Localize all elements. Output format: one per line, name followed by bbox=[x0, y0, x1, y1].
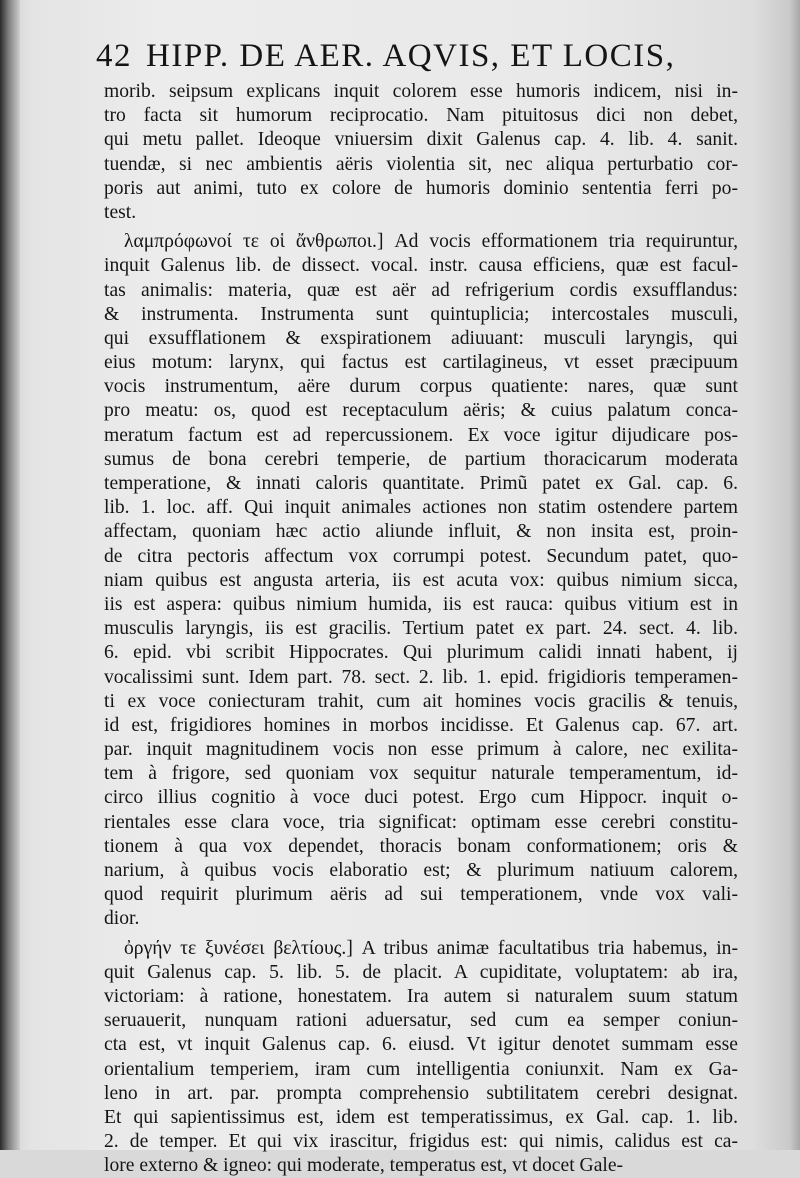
text-line: tionem à qua vox dependet, thoracis bonam conformationem; oris & bbox=[104, 835, 738, 857]
text-line: cta est, vt inquit Galenus cap. 6. eiusd. Vt igitur denotet summam esse bbox=[104, 1034, 738, 1056]
text-line: leno in art. par. prompta comprehensio subtilitatem cerebri designat. bbox=[104, 1082, 738, 1104]
text-line: orientalium temperiem, iram cum intelligentia coniunxit. Nam ex Ga- bbox=[104, 1058, 738, 1080]
text-line: pro meatu: os, quod est receptaculum aëris; & cuius palatum conca- bbox=[104, 400, 738, 422]
text-line: qui metu pallet. Ideoque vniuersim dixit Galenus cap. 4. lib. 4. sanit. bbox=[104, 129, 738, 151]
text-line: victoriam: à ratione, honestatem. Ira autem si naturalem suum statum bbox=[104, 985, 738, 1007]
text-line: seruauerit, nunquam rationi aduersatur, sed cum ea semper coniun- bbox=[104, 1010, 738, 1032]
text-line: tro facta sit humorum reciprocatio. Nam pituitosus dici non debet, bbox=[104, 105, 738, 127]
text-line: quod requirit plurimum aëris ad sui temperationem, vnde vox vali- bbox=[104, 884, 738, 906]
text-line: morib. seipsum explicans inquit colorem esse humoris indicem, nisi in- bbox=[104, 81, 738, 102]
text-line: lib. 1. loc. aff. Qui inquit animales actiones non statim ostendere partem bbox=[104, 497, 738, 519]
text-line: dior. bbox=[104, 908, 140, 930]
text-line: tem à frigore, sed quoniam vox sequitur naturale temperamentum, id- bbox=[104, 763, 738, 785]
text-line: meratum factum est ad repercussionem. Ex voce igitur dijudicare pos- bbox=[104, 424, 738, 446]
text-line: de citra pectoris affectum vox corrumpi potest. Secundum patet, quo- bbox=[104, 545, 738, 567]
text-line: test. bbox=[104, 201, 137, 223]
body-text bbox=[104, 80, 738, 1178]
text-line: lore externo & igneo: qui moderate, temperatus est, vt docet Gale- bbox=[104, 1155, 624, 1177]
text-line: 2. de temper. Et qui vix irascitur, frigidus est: qui nimis, calidus est ca- bbox=[104, 1131, 738, 1153]
paragraph bbox=[104, 80, 738, 225]
text-line: quit Galenus cap. 5. lib. 5. de placit. A cupiditate, voluptatem: ab ira, bbox=[104, 961, 738, 983]
text-line: poris aut animi, tuto ex colore de humoris dominio sententia ferri po- bbox=[104, 177, 738, 199]
text-line: tuendæ, si nec ambientis aëris violentia sit, nec aliqua perturbatio cor- bbox=[104, 153, 738, 175]
page-edge-shadow bbox=[790, 0, 800, 1150]
text-line: λαμπρόφωνοί τε οἱ ἄνθρωποι.] Ad vocis efformationem tria requiruntur, bbox=[124, 231, 738, 253]
text-line: id est, frigidiores homines in morbos incidisse. Et Galenus cap. 67. art. bbox=[104, 714, 738, 736]
text-line: temperatione, & innati caloris quantitate. Primũ patet ex Gal. cap. 6. bbox=[104, 473, 738, 494]
text-line: tas animalis: materia, quæ est aër ad refrigerium cordis exsufflandus: bbox=[104, 279, 738, 301]
text-line: sumus de bona cerebri temperie, de partium thoracicarum moderata bbox=[104, 448, 738, 470]
page-number: 42 bbox=[96, 38, 132, 74]
text-line: narium, à quibus vocis elaboratio est; & plurimum natiuum calorem, bbox=[104, 860, 738, 881]
text-line: Et qui sapientissimus est, idem est temperatissimus, ex Gal. cap. 1. lib. bbox=[104, 1106, 738, 1128]
text-line: vocalissimi sunt. Idem part. 78. sect. 2. lib. 1. epid. frigidioris temperamen- bbox=[104, 666, 738, 688]
text-line: rientales esse clara voce, tria significat: optimam esse cerebri constitu- bbox=[104, 811, 738, 833]
text-line: ὀργήν τε ξυνέσει βελτίους.] A tribus animæ facultatibus tria habemus, in- bbox=[124, 937, 738, 959]
running-header bbox=[96, 38, 675, 75]
text-line: & instrumenta. Instrumenta sunt quintuplicia; intercostales musculi, bbox=[104, 303, 738, 325]
text-line: 6. epid. vbi scribit Hippocrates. Qui plurimum calidi innati habent, ij bbox=[104, 642, 738, 664]
binding-gutter-shadow bbox=[0, 0, 20, 1150]
text-line: affectam, quoniam hæc actio aliunde influit, & non insita est, proin- bbox=[104, 521, 738, 543]
text-line: musculis laryngis, iis est gracilis. Tertium patet ex part. 24. sect. 4. lib. bbox=[104, 618, 738, 640]
running-title: HIPP. DE AER. AQVIS, ET LOCIS, bbox=[146, 38, 676, 74]
text-line: vocis instrumentum, aëre durum corpus quatiente: nares, quæ sunt bbox=[104, 376, 738, 398]
text-line: circo illius cognitio à voce duci potest. Ergo cum Hippocr. inquit o- bbox=[104, 787, 738, 809]
text-line: niam quibus est angusta arteria, iis est acuta vox: quibus nimium sicca, bbox=[104, 569, 738, 591]
text-line: qui exsufflationem & exspirationem adiuuant: musculi laryngis, qui bbox=[104, 327, 738, 349]
text-line: iis est aspera: quibus nimium humida, iis est rauca: quibus vitium est in bbox=[104, 593, 738, 615]
paragraph bbox=[104, 937, 738, 1178]
text-line: eius motum: larynx, qui factus est cartilagineus, vt esset præcipuum bbox=[104, 352, 738, 374]
text-line: par. inquit magnitudinem vocis non esse primum à calore, nec exilita- bbox=[104, 739, 738, 761]
text-line: ti ex voce coniecturam trahit, cum ait homines vocis gracilis & tenuis, bbox=[104, 690, 738, 712]
paragraph bbox=[104, 230, 738, 931]
text-line: inquit Galenus lib. de dissect. vocal. instr. causa efficiens, quæ est facul- bbox=[104, 255, 738, 277]
